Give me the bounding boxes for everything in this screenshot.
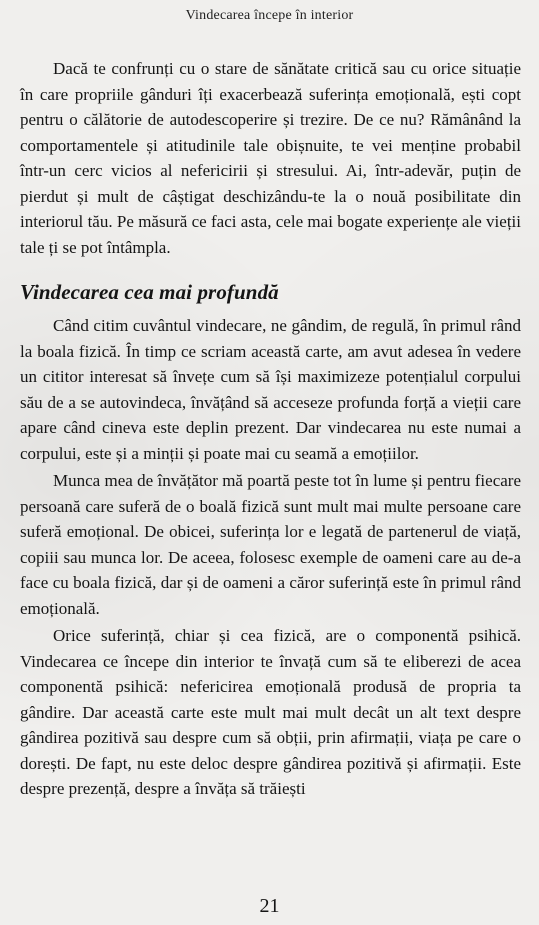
page-number: 21: [259, 895, 280, 917]
paragraph-2: Când citim cuvântul vindecare, ne gândim, de regulă, în primul rând la boala fizică. În timp ce scriam această carte, am avut adesea în vedere un cititor interesat să învețe cum să își maximizeze potențialul corpului său de a se autovindeca, învățând să acceseze profunda forță a vieții care apare când cineva este deplin prezent. Dar vindecarea nu este numai a corpului, este și a minții și poate mai cu seamă a emoțiilor.: [20, 316, 521, 463]
paragraph-3: Munca mea de învățător mă poartă peste tot în lume și pentru fiecare persoană care suferă de o boală fizică sunt mult mai multe persoane care suferă emoțional. De obicei, suferința lor e legată de partenerul de viață, copiii sau munca lor. De aceea, folosesc exemple de oameni care au de-a face cu boala fizică, dar și de oameni a căror suferință este în primul rând emoțională.: [20, 471, 521, 618]
intro-paragraph: Dacă te confrunți cu o stare de sănătate critică sau cu orice situație în care propriile gânduri îți exacerbează suferința emoțională, ești copt pentru o călătorie de autodescoperire și trezire. De ce nu? Rămânând la comportamentele și atitudinile tale obișnuite, te vei menține probabil într-un cerc vicios al nefericirii și stresului. Ai, într-adevăr, puțin de pierdut și mult de câștigat deschizându-te la o nouă posibilitate din interiorul tău. Pe măsură ce faci asta, cele mai bogate experiențe ale vieții tale ți se pot întâmpla.: [20, 59, 521, 257]
section-title: Vindecarea cea mai profundă: [20, 280, 279, 304]
page-content: [20, 56, 521, 802]
paragraph-4: Orice suferință, chiar și cea fizică, are o componentă psihică. Vindecarea ce începe din interior te învață cum să te eliberezi de acea componentă psihică: nefericirea emoțională produsă de propria ta gândire. Dar această carte este mult mai mult decât un alt text despre gândirea pozitivă sau despre cum să obții, prin afirmații, viața pe care o dorești. De fapt, nu este deloc despre gândirea pozitivă și afirmații. Este despre prezență, despre a învăța să trăiești: [20, 626, 521, 799]
running-head: Vindecarea începe în interior: [185, 8, 354, 23]
